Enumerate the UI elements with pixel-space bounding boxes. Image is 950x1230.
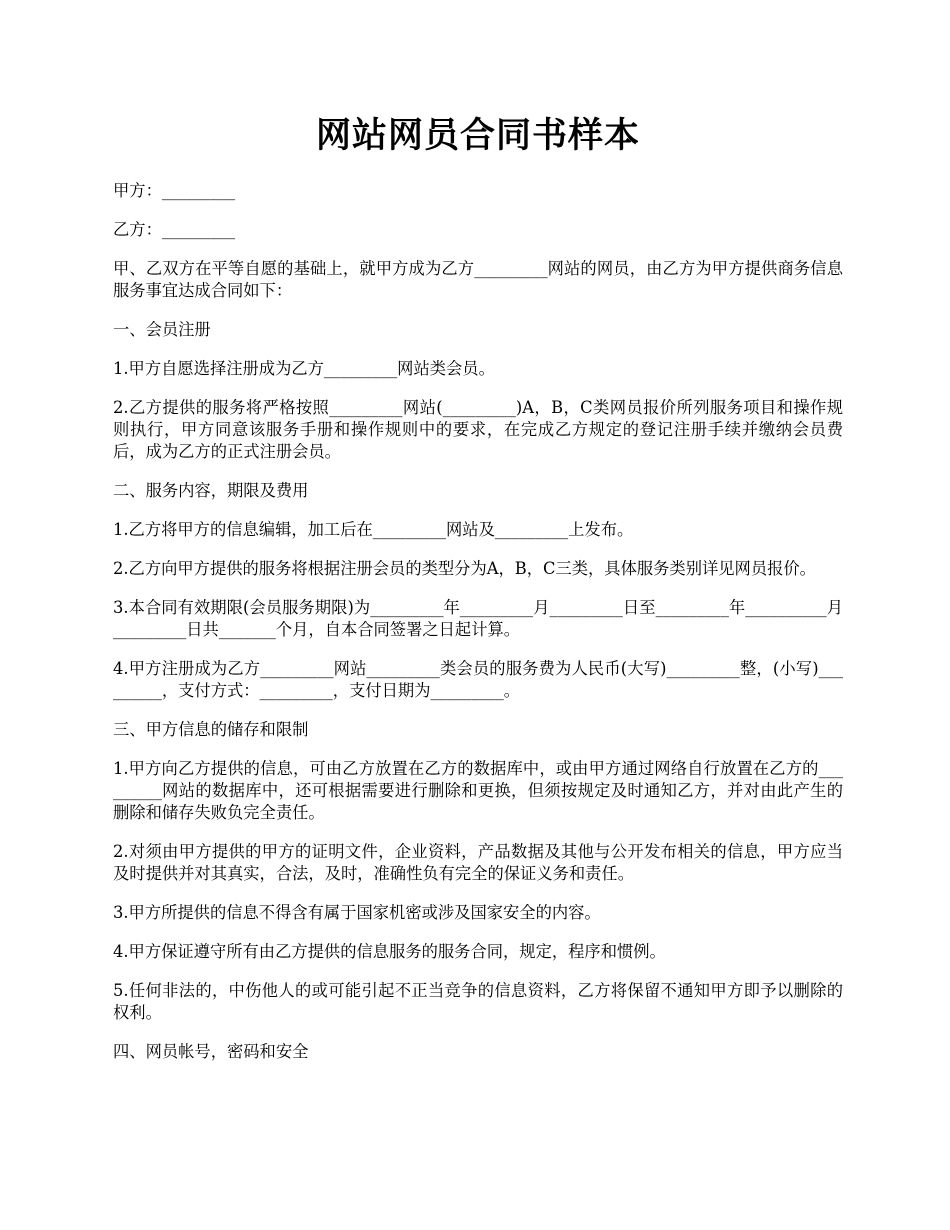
section-heading-account: 四、网员帐号，密码和安全 [113,1042,309,1061]
party-b-line: 乙方：_________ [113,220,236,239]
clause-paragraph: 5.任何非法的，中伤他人的或可能引起不正当竞争的信息资料，乙方将保留不通知甲方即予以删除的权利。 [113,981,843,1022]
section-heading-services: 二、服务内容，期限及费用 [113,481,309,500]
section-heading-information: 三、甲方信息的储存和限制 [113,720,309,739]
clause-paragraph: 3.甲方所提供的信息不得含有属于国家机密或涉及国家安全的内容。 [113,903,601,922]
clause-paragraph: 4.甲方注册成为乙方_________网站_________类会员的服务费为人民币(大写)_________整，(小写)_________，支付方式：_________，支付日期为_________。 [113,659,843,700]
clause-paragraph: 4.甲方保证遵守所有由乙方提供的信息服务的服务合同，规定，程序和惯例。 [113,942,666,961]
clause-paragraph: 2.对须由甲方提供的甲方的证明文件，企业资料，产品数据及其他与公开发布相关的信息，甲方应当及时提供并对其真实，合法，及时，准确性负有完全的保证义务和责任。 [113,842,843,883]
clause-paragraph: 2.乙方提供的服务将严格按照_________网站(_________)A，B，C类网员报价所列服务项目和操作规则执行，甲方同意该服务手册和操作规则中的要求，在完成乙方规定的登记注册手续并缴纳会员费后，成为乙方的正式注册会员。 [113,398,843,461]
clause-paragraph: 1.甲方自愿选择注册成为乙方_________网站类会员。 [113,359,495,378]
section-heading-membership: 一、会员注册 [113,320,211,339]
preamble-paragraph: 甲、乙双方在平等自愿的基础上，就甲方成为乙方_________网站的网员，由乙方为甲方提供商务信息服务事宜达成合同如下： [113,259,843,300]
clause-paragraph: 2.乙方向甲方提供的服务将根据注册会员的类型分为A，B，C三类，具体服务类别详见网员报价。 [113,559,816,578]
party-a-line: 甲方：_________ [113,181,236,200]
document-body [113,180,843,1080]
clause-paragraph: 1.乙方将甲方的信息编辑，加工后在_________网站及_________上发布。 [113,520,634,539]
clause-paragraph: 3.本合同有效期限(会员服务期限)为_________年_________月_________日至_________年__________月_________日共_______个月，自本合同签署之日起计算。 [113,598,843,639]
document-title: 网站网员合同书样本 [315,115,640,156]
clause-paragraph: 1.甲方向乙方提供的信息，可由乙方放置在乙方的数据库中，或由甲方通过网络自行放置在乙方的_________网站的数据库中，还可根据需要进行删除和更换，但须按规定及时通知乙方，并对由此产生的删除和储存失败负完全责任。 [113,759,843,822]
